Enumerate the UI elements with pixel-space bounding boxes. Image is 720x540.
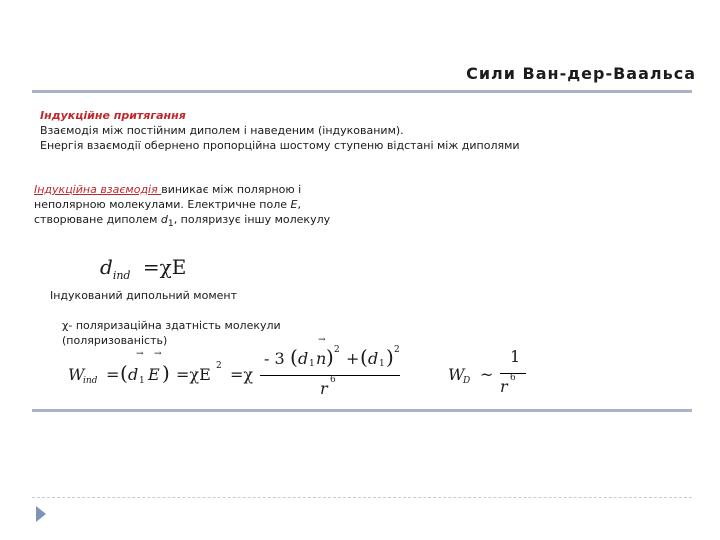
num-paren-open-1: ( [290,345,298,369]
term-highlight: Індукційна взаємодія [34,183,162,196]
num-d1-sub: 1 [309,359,315,369]
eq2-chiE: =χE [176,365,211,384]
eq2-d1: d [128,365,139,384]
eq3-six: 6 [510,373,516,383]
num-sq-2: 2 [394,345,400,355]
triangle-bullet-icon [36,506,46,522]
polarizability-note [62,318,281,348]
eq3-tilde: ~ [480,365,494,384]
eq1-lhs-sub: ind [112,269,131,282]
num-paren-close-1: ) [326,345,334,369]
bottom-divider [32,409,692,412]
paragraph-text-c: , поляризує іншу молекулу [173,213,331,226]
vector-arrow-icon: → [318,335,326,345]
eq2-d1-sub: 1 [139,376,145,386]
top-divider [32,90,692,93]
num-n: n [316,349,327,368]
eq3-W-sub: D [463,376,471,386]
eq1-rhs: =χE [142,255,187,279]
eq2-chi: =χ [230,365,254,384]
section-heading: Індукційне притягання [40,109,186,122]
paragraph-text-b: , створюване диполем [34,198,301,226]
induction-attraction-block [40,108,520,153]
eq2-paren-close: ) [162,361,170,385]
dipole-symbol: d [160,213,168,226]
induced-dipole-equation [100,255,186,282]
eq3-r: r [500,377,508,396]
induced-moment-label: Індукований дипольний момент [50,289,238,302]
page-title: Сили Ван-дер-Ваальса [466,64,696,83]
footer-dotted-line [32,497,692,498]
field-symbol: E [290,198,298,211]
eq2-square: 2 [216,361,222,371]
vector-arrow-icon: → [154,349,162,359]
vector-arrow-icon: → [136,349,144,359]
num-plus: + [346,349,360,368]
eq2-E: E [148,365,160,384]
num-paren-close-2: ) [386,345,394,369]
dipole-subscript: 1 [167,218,174,230]
num-d1b: d [368,349,379,368]
description-line-2: Енергія взаємодії обернено пропорційна шостому ступеню відстані між диполями [40,139,520,152]
eq3-one: 1 [510,347,521,366]
chi-note-line-1: χ- поляризаційна здатність молекули [62,319,281,332]
den-six: 6 [330,375,336,385]
description-line-1: Взаємодія між постійним диполем і наведеним (індукованим). [40,124,404,137]
numerator-minus-three: - 3 [264,349,285,368]
eq2-W-sub: ind [83,376,98,386]
eq3-W: W [448,365,465,384]
num-d1b-sub: 1 [379,359,385,369]
paragraph-text-a: виникає між полярною і неполярною молекулами. Електричне поле [34,183,302,211]
eq2-paren-open: ( [120,361,128,385]
induction-interaction-paragraph [34,182,334,231]
chi-note-line-2: (поляризованість) [62,334,168,347]
num-sq-1: 2 [334,345,340,355]
den-r: r [320,379,328,398]
eq1-lhs: d [100,255,113,279]
num-d1: d [298,349,309,368]
eq2-W: W [68,365,85,384]
num-paren-open-2: ( [360,345,368,369]
eq2-equals-1: = [106,365,120,384]
